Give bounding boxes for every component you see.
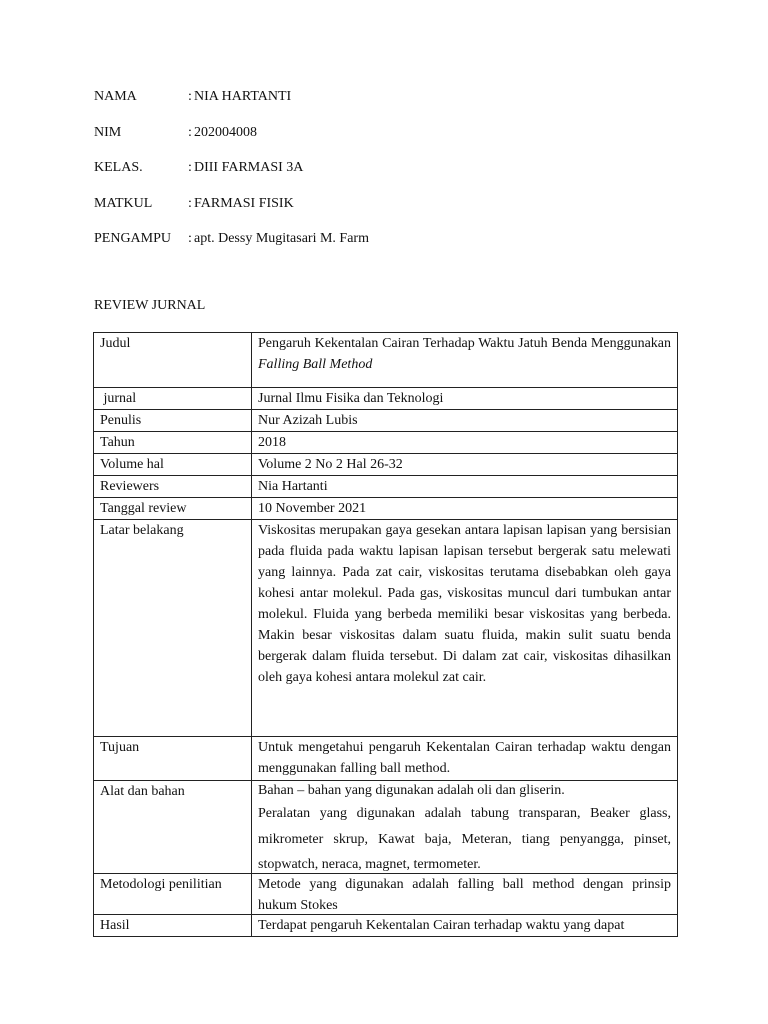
row-label: Reviewers: [94, 476, 252, 498]
row-value: Nia Hartanti: [252, 476, 678, 498]
identity-value: NIA HARTANTI: [194, 89, 292, 104]
row-label-text: jurnal: [103, 391, 137, 406]
alat-text: [258, 781, 671, 873]
identity-value: DIII FARMASI 3A: [194, 160, 304, 175]
identity-value: FARMASI FISIK: [194, 195, 294, 211]
row-label: Tahun: [94, 432, 252, 454]
row-value: [252, 781, 678, 874]
table-row-penulis: [94, 410, 678, 432]
judul-text: Pengaruh Kekentalan Cairan Terhadap Waktu Jatuh Benda Menggunakan: [258, 336, 671, 351]
identity-row-pengampu: [94, 230, 594, 266]
row-value: [252, 520, 678, 737]
row-label: Latar belakang: [94, 520, 252, 737]
row-label: Tanggal review: [94, 498, 252, 520]
row-value: Nur Azizah Lubis: [252, 410, 678, 432]
identity-separator: :: [188, 160, 192, 175]
identity-separator: :: [188, 231, 192, 246]
identity-label: KELAS.: [94, 160, 143, 175]
row-value: 10 November 2021: [252, 498, 678, 520]
row-label: Penulis: [94, 410, 252, 432]
row-label: Metodologi penilitian: [94, 874, 252, 915]
row-value: Jurnal Ilmu Fisika dan Teknologi: [252, 388, 678, 410]
alat-peralatan-text: Peralatan yang digunakan adalah tabung transparan, Beaker glass, mikrometer skrup, Kawat baja, Meteran, tiang penyangga, pinset, stopwatch, neraca, magnet, termometer.: [258, 806, 671, 872]
row-value: [252, 874, 678, 915]
identity-row-matkul: [94, 195, 594, 231]
row-label: Judul: [94, 333, 252, 388]
table-row-reviewers: [94, 476, 678, 498]
tujuan-text: Untuk mengetahui pengaruh Kekentalan Cairan terhadap waktu dengan menggunakan falling ball method.: [258, 740, 671, 776]
review-title: REVIEW JURNAL: [94, 298, 206, 313]
identity-block: [94, 88, 594, 266]
row-label: Volume hal: [94, 454, 252, 476]
row-label: Alat dan bahan: [94, 781, 252, 874]
row-value: 2018: [252, 432, 678, 454]
row-value: Volume 2 No 2 Hal 26-32: [252, 454, 678, 476]
identity-row-nama: [94, 88, 594, 124]
identity-row-nim: [94, 124, 594, 160]
table-row-alat: [94, 781, 678, 874]
identity-value: apt. Dessy Mugitasari M. Farm: [194, 231, 369, 246]
table-row-judul: [94, 333, 678, 388]
review-table: [93, 332, 678, 937]
identity-separator: :: [188, 89, 192, 104]
identity-label: NIM: [94, 124, 122, 140]
table-row-tujuan: [94, 737, 678, 781]
table-row-tahun: [94, 432, 678, 454]
table-row-latar: [94, 520, 678, 737]
table-row-hasil: [94, 915, 678, 937]
row-label: Hasil: [94, 915, 252, 937]
identity-label: PENGAMPU: [94, 231, 172, 246]
table-row-tanggal: [94, 498, 678, 520]
table-row-volume: [94, 454, 678, 476]
alat-bahan-text: Bahan – bahan yang digunakan adalah oli dan gliserin.: [258, 783, 565, 798]
metodologi-text: Metode yang digunakan adalah falling ball method dengan prinsip hukum Stokes: [258, 877, 671, 913]
judul-italic-text: Falling Ball Method: [258, 357, 373, 372]
row-label: Tujuan: [94, 737, 252, 781]
identity-separator: :: [188, 124, 192, 140]
row-value: [252, 333, 678, 388]
identity-label: NAMA: [94, 89, 137, 104]
identity-value: 202004008: [194, 124, 257, 140]
row-label: [94, 388, 252, 410]
row-value: [252, 915, 678, 937]
identity-separator: :: [188, 195, 192, 211]
identity-row-kelas: [94, 159, 594, 195]
identity-label: MATKUL: [94, 195, 153, 211]
hasil-text: Terdapat pengaruh Kekentalan Cairan terhadap waktu yang dapat: [258, 918, 625, 933]
row-value: [252, 737, 678, 781]
table-row-jurnal: [94, 388, 678, 410]
latar-text: Viskositas merupakan gaya gesekan antara lapisan lapisan yang bersisian pada fluida pada waktu lapisan lapisan tersebut bergerak satu melewati yang lainnya. Pada zat cair, viskositas terutama disebabkan oleh gaya kohesi antar molekul. Pada gas, viskositas muncul dari tumbukan antar molekul. Fluida yang berbeda memiliki besar viskositas yang berbeda. Makin besar viskositas dalam suatu fluida, makin sulit suatu benda bergerak dalam fluida tersebut. Di dalam zat cair, viskositas dihasilkan oleh gaya kohesi antara molekul zat cair.: [258, 523, 671, 685]
table-row-metodologi: [94, 874, 678, 915]
